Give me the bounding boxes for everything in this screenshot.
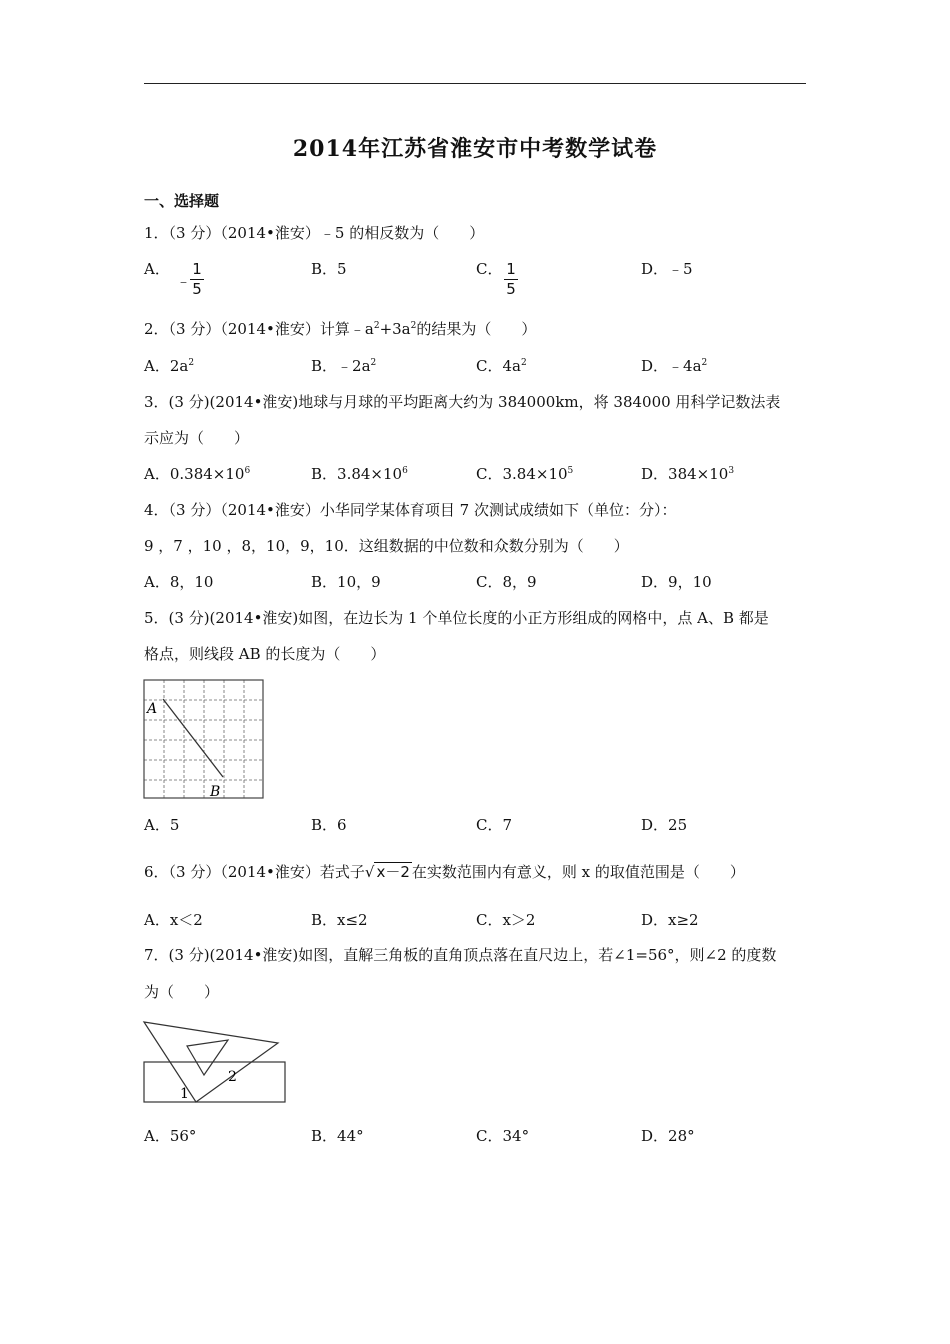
q1-option-a-fraction [190, 261, 204, 298]
radicand: x－2 [376, 863, 410, 881]
q1-option-c-label: C． [476, 260, 503, 278]
q6-option-b: B．x≤2 [311, 911, 368, 929]
stem-part: 6．（3 分）（2014•淮安）若式子 [144, 863, 365, 881]
stem-part: +3a [379, 320, 411, 338]
question-1-stem: 1．（3 分）（2014•淮安）﹣5 的相反数为（ ） [144, 224, 485, 242]
q3-option-d [641, 463, 734, 485]
stem-part: 的结果为（ ） [416, 320, 537, 338]
option-text: B．3.84×10 [311, 465, 403, 483]
page-title: 2014年江苏省淮安市中考数学试卷 [292, 136, 658, 162]
square-root-expression: √ x－2 [364, 863, 410, 881]
exponent: 2 [370, 358, 377, 368]
exponent: 2 [520, 358, 527, 368]
question-7-stem-line2: 为（ ） [144, 983, 220, 1001]
question-3-stem-line1: 3．(3 分)(2014•淮安)地球与月球的平均距离大约为 384000km，将 384000 用科学记数法表 [144, 393, 781, 411]
option-text: A．0.384×10 [144, 465, 245, 483]
question-5-stem-line1: 5．(3 分)(2014•淮安)如图，在边长为 1 个单位长度的小正方形组成的网格中，点 A、B 都是 [144, 609, 769, 627]
fraction-numerator: 1 [506, 260, 516, 278]
question-4-stem-line1: 4．（3 分）（2014•淮安）小华同学某体育项目 7 次测试成绩如下（单位：分）： [144, 501, 677, 519]
q1-option-a-sign: ﹣ [176, 272, 192, 290]
stem-part: 2．（3 分）（2014•淮安）计算﹣a [144, 320, 374, 338]
q1-option-b: B．5 [311, 260, 347, 278]
exponent: 6 [402, 466, 408, 476]
q1-option-a-label: A． [144, 260, 170, 278]
segment-ab [163, 699, 223, 777]
q7-option-d: D．28° [641, 1127, 695, 1145]
q7-option-c: C．34° [476, 1127, 530, 1145]
set-square-inner [187, 1040, 228, 1075]
option-text: C．4a [476, 357, 521, 375]
grid-figure [142, 678, 266, 802]
q2-option-c [476, 355, 527, 377]
option-text: A．2a [144, 357, 189, 375]
option-text: D．384×10 [641, 465, 729, 483]
exponent: 5 [567, 466, 574, 476]
question-5-stem-line2: 格点，则线段 AB 的长度为（ ） [144, 645, 386, 663]
option-text: C．3.84×10 [476, 465, 568, 483]
exponent: 2 [373, 321, 380, 331]
question-7-stem-line1: 7．(3 分)(2014•淮安)如图，直解三角板的直角顶点落在直尺边上，若∠1=56°，则∠2 的度数 [144, 946, 777, 964]
exponent: 3 [728, 466, 735, 476]
question-3-stem-line2: 示应为（ ） [144, 429, 250, 447]
q3-option-a [144, 463, 250, 485]
point-b-label: B [210, 784, 221, 800]
question-4-stem-line2: 9 ，7 ，10 ，8，10，9，10．这组数据的中位数和众数分别为（ ） [144, 537, 629, 555]
point-a-label: A [147, 701, 158, 717]
q6-option-a: A．x＜2 [144, 911, 203, 929]
fraction-denominator: 5 [192, 280, 202, 298]
exponent: 6 [244, 466, 251, 476]
q6-option-c: C．x＞2 [476, 911, 536, 929]
q5-option-b: B．6 [311, 816, 347, 834]
q2-option-b [311, 355, 376, 377]
exponent: 2 [701, 358, 708, 368]
fraction-numerator: 1 [192, 260, 202, 278]
q3-option-c [476, 463, 573, 485]
question-2-stem [144, 318, 536, 340]
angle-2-label: 2 [228, 1069, 237, 1085]
q6-option-d: D．x≥2 [641, 911, 699, 929]
ruler [144, 1062, 285, 1102]
q1-option-c-fraction [504, 261, 518, 298]
q4-option-c: C．8，9 [476, 573, 537, 591]
stem-part: 在实数范围内有意义，则 x 的取值范围是（ ） [411, 863, 745, 881]
q5-option-d: D．25 [641, 816, 688, 834]
q1-option-d: D．﹣5 [641, 260, 693, 278]
q4-option-b: B．10，9 [311, 573, 381, 591]
q3-option-b [311, 463, 408, 485]
exponent: 2 [188, 358, 195, 368]
q5-option-a: A．5 [144, 816, 180, 834]
triangle-ruler-figure [140, 1018, 290, 1106]
q7-option-b: B．44° [311, 1127, 364, 1145]
section-heading: 一、选择题 [144, 192, 220, 210]
q2-option-d [641, 355, 707, 377]
q4-option-a: A．8，10 [144, 573, 214, 591]
fraction-denominator: 5 [506, 280, 516, 298]
question-6-stem [144, 861, 745, 883]
q7-option-a: A．56° [144, 1127, 197, 1145]
option-text: B．﹣2a [311, 357, 371, 375]
exponent: 2 [410, 321, 417, 331]
option-text: D．﹣4a [641, 357, 702, 375]
header-rule [144, 83, 806, 84]
q5-option-c: C．7 [476, 816, 513, 834]
q4-option-d: D．9，10 [641, 573, 712, 591]
q2-option-a [144, 355, 194, 377]
angle-1-label: 1 [180, 1086, 189, 1102]
